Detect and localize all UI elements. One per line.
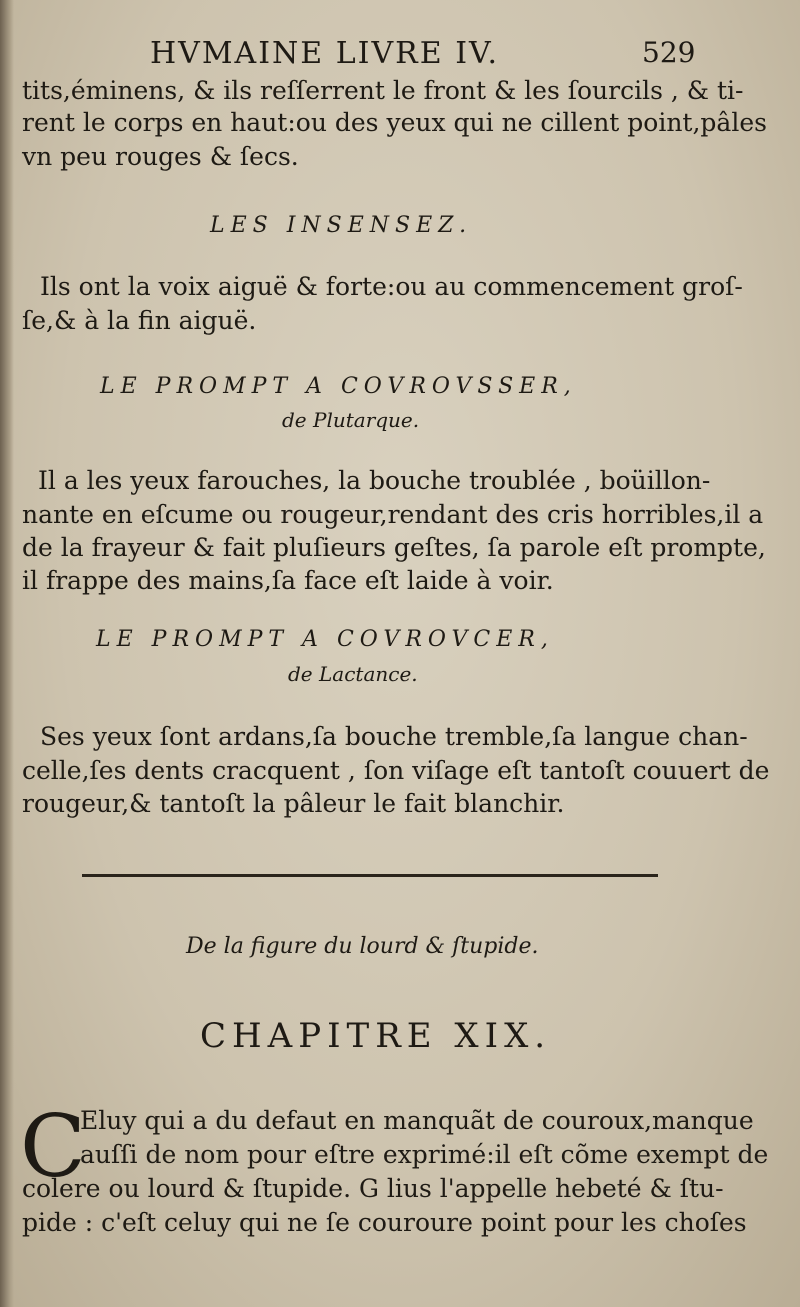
text-line: rent le corps en haut:ou des yeux qui ne cillent point,pâles bbox=[22, 108, 767, 137]
text-line: tits,éminens, & ils reſſerrent le front & les ſourcils , & ti- bbox=[22, 76, 744, 105]
page-gutter-shadow bbox=[0, 0, 14, 1307]
text-line: nante en eſcume ou rougeur,rendant des cris horribles,il a bbox=[22, 500, 764, 529]
text-line: pide : c'eſt celuy qui ne ſe couroure point pour les choſes bbox=[22, 1208, 747, 1237]
text-line: colere ou lourd & ſtupide. G lius l'appelle hebeté & ſtu- bbox=[22, 1174, 724, 1203]
text-line: ſe,& à la fin aiguë. bbox=[22, 306, 257, 335]
drop-capital: C bbox=[20, 1097, 86, 1197]
running-head-title: HVMAINE LIVRE IV. bbox=[150, 36, 500, 71]
text-line: Eluy qui a du defaut en manquãt de couroux,manque bbox=[80, 1106, 754, 1135]
section-subheading: de Plutarque. bbox=[282, 408, 420, 432]
text-line: de la frayeur & fait pluſieurs geſtes, ſa parole eſt prompte, bbox=[22, 533, 766, 562]
section-heading: LE PROMPT A COVROVSSER, bbox=[100, 374, 577, 399]
text-line: il frappe des mains,ſa face eſt laide à voir. bbox=[22, 566, 554, 595]
page-number: 529 bbox=[642, 36, 696, 69]
text-line: Ses yeux ſont ardans,ſa bouche tremble,ſa langue chan- bbox=[40, 722, 748, 751]
text-line: Il a les yeux farouches, la bouche troublée , boüillon- bbox=[38, 466, 711, 495]
section-heading: LE PROMPT A COVROVCER, bbox=[96, 627, 554, 652]
section-subheading: de Lactance. bbox=[288, 662, 418, 686]
text-line: Ils ont la voix aiguë & forte:ou au commencement groſ- bbox=[40, 272, 743, 301]
text-line: vn peu rouges & ſecs. bbox=[22, 142, 299, 171]
chapter-title: De la figure du lourd & ſtupide. bbox=[186, 934, 539, 959]
section-heading: LES INSENSEZ. bbox=[210, 213, 473, 238]
chapter-number: CHAPITRE XIX. bbox=[200, 1016, 552, 1056]
text-line: auſſi de nom pour eſtre exprimé:il eſt cõme exempt de bbox=[80, 1140, 769, 1169]
running-head bbox=[0, 30, 800, 76]
text-line: rougeur,& tantoſt la pâleur le fait blanchir. bbox=[22, 789, 565, 818]
horizontal-rule bbox=[82, 874, 658, 877]
text-line: celle,ſes dents cracquent , ſon viſage eſt tantoſt couuert de bbox=[22, 756, 770, 785]
